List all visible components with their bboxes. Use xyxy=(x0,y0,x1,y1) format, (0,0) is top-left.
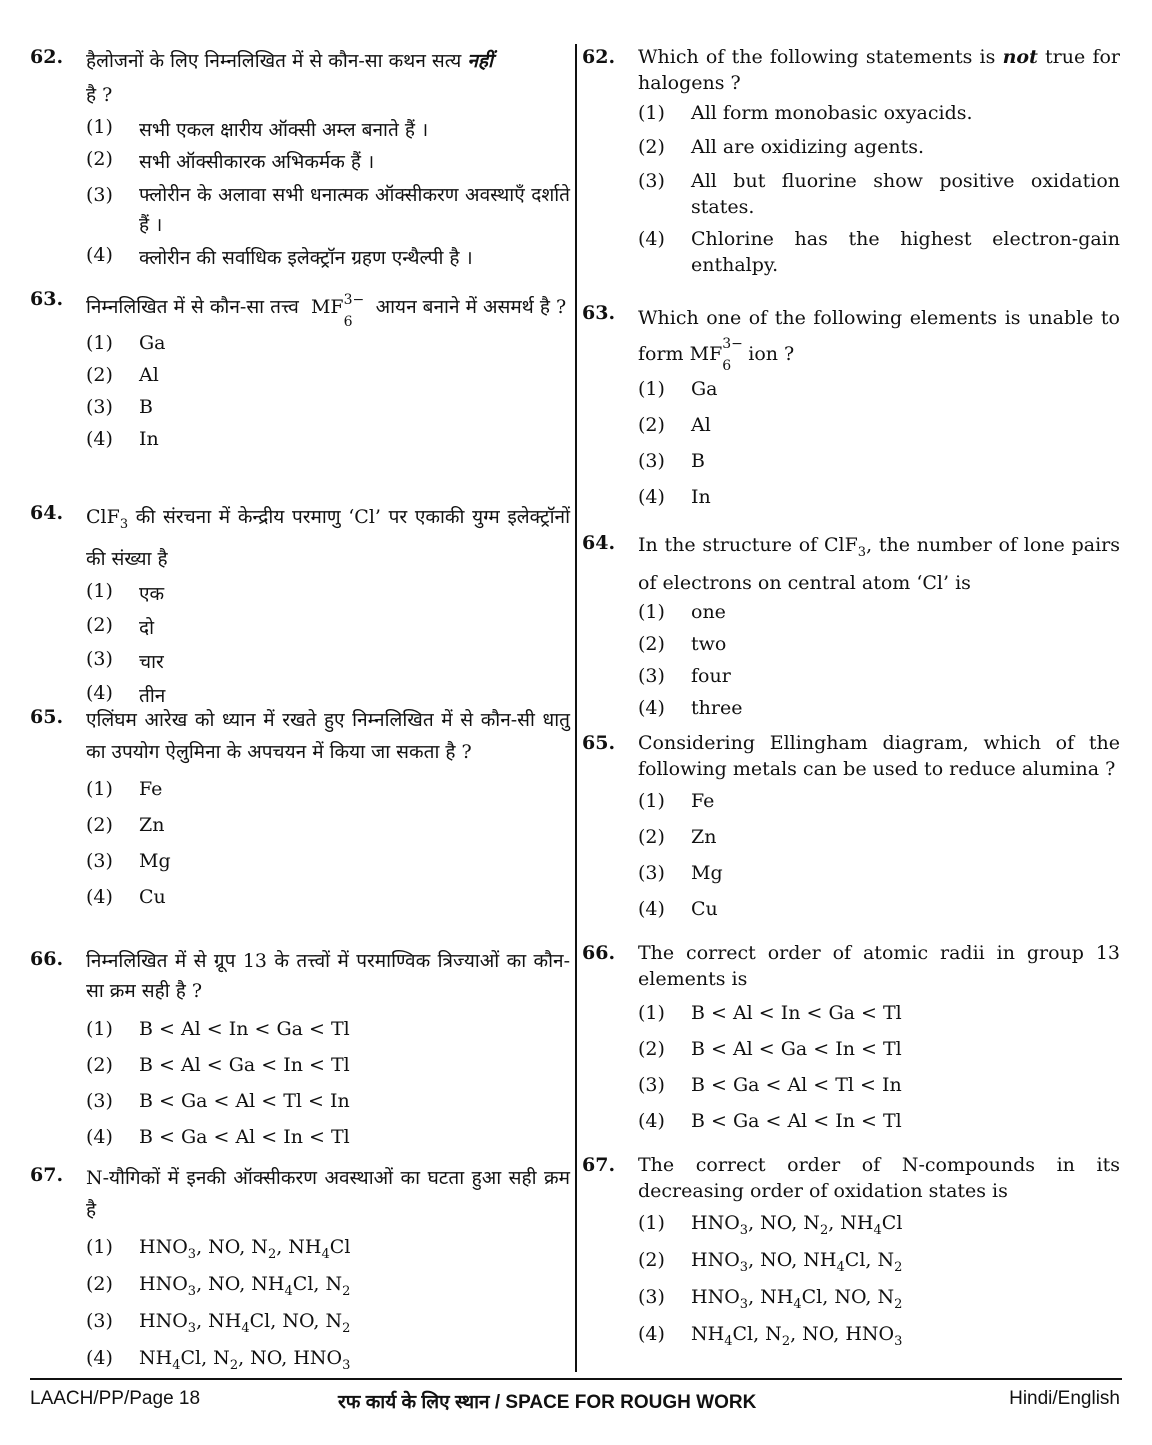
option: (4) क्लोरीन की सर्वाधिक इलेक्ट्रॉन ग्रहण एन्थैल्पी है । xyxy=(86,244,473,269)
question-number: 66. xyxy=(582,942,616,964)
option: (2) $HNO_3$, NO, $NH_4Cl$, $N_2$ xyxy=(638,1249,903,1275)
options xyxy=(638,1212,1120,1360)
question-63-english xyxy=(582,300,1120,522)
option: (1) $HNO_3$, NO, $N_2$, $NH_4Cl$ xyxy=(86,1236,351,1262)
question-text: The correct order of atomic radii in group 13 elements is xyxy=(638,942,1120,990)
question-number: 62. xyxy=(582,46,616,68)
question-number: 63. xyxy=(30,288,64,310)
option: (3) B < Ga < Al < Tl < In xyxy=(638,1074,902,1096)
option: (4) $NH_4Cl$, $N_2$, NO, $HNO_3$ xyxy=(638,1323,903,1349)
options xyxy=(86,580,570,716)
question-text: N-यौगिकों में इनकी ऑक्सीकरण अवस्थाओं का घटता हुआ सही क्रम है xyxy=(86,1167,570,1221)
question-67-hindi xyxy=(30,1162,570,1384)
option: (2) Al xyxy=(638,414,711,436)
option: (4) B < Ga < Al < In < Tl xyxy=(86,1126,350,1148)
rough-work-label: रफ कार्य के लिए स्थान / SPACE FOR ROUGH WORK xyxy=(338,1392,757,1413)
option: (2) Al xyxy=(86,364,159,386)
question-66-english xyxy=(582,940,1120,1146)
options xyxy=(638,790,1120,934)
option: (4) Cu xyxy=(638,898,718,920)
question-text: निम्नलिखित में से कौन-सा तत्त्व MF 3− 6 आयन बनाने में असमर्थ है ? xyxy=(86,292,567,330)
question-text: The correct order of N-compounds in its decreasing order of oxidation states is xyxy=(638,1154,1120,1202)
option: (1) सभी एकल क्षारीय ऑक्सी अम्ल बनाते हैं । xyxy=(86,116,429,141)
options xyxy=(638,601,1120,729)
option: (4) तीन xyxy=(86,682,166,707)
footer-rule xyxy=(30,1378,1122,1380)
question-65-english xyxy=(582,730,1120,934)
option: (2) $HNO_3$, NO, $NH_4Cl$, $N_2$ xyxy=(86,1273,351,1299)
option: (1) B < Al < In < Ga < Tl xyxy=(638,1002,902,1024)
question-text: Which of the following statements is not true for halogens ? xyxy=(638,46,1120,94)
option: (3) four xyxy=(638,665,731,687)
question-66-hindi xyxy=(30,946,570,1162)
option: (3) $HNO_3$, $NH_4Cl$, NO, $N_2$ xyxy=(638,1286,903,1312)
option: (3) All but fluorine show positive oxidation states. xyxy=(638,170,1120,218)
options xyxy=(86,1236,570,1384)
options xyxy=(86,778,570,922)
question-text: Considering Ellingham diagram, which of the following metals can be used to reduce alumina ? xyxy=(638,732,1120,780)
options xyxy=(86,116,570,276)
question-text: एलिंघम आरेख को ध्यान में रखते हुए निम्नलिखित में से कौन-सी धातु का उपयोग ऐलुमिना के अपचयन में किया जा सकता है ? xyxy=(86,709,570,763)
option: (3) $HNO_3$, $NH_4Cl$, NO, $N_2$ xyxy=(86,1310,351,1336)
question-63-hindi xyxy=(30,286,570,460)
option: (1) Fe xyxy=(638,790,715,812)
option: (4) Cu xyxy=(86,886,166,908)
options xyxy=(638,100,1120,282)
option: (2) B < Al < Ga < In < Tl xyxy=(638,1038,902,1060)
option: (1) B < Al < In < Ga < Tl xyxy=(86,1018,350,1040)
page-code: LAACH/PP/Page 18 xyxy=(30,1388,201,1409)
option: (3) Mg xyxy=(86,850,171,872)
option: (1) Ga xyxy=(638,378,718,400)
option: (3) Mg xyxy=(638,862,723,884)
question-62-english xyxy=(582,44,1120,282)
option: (1) $HNO_3$, NO, $N_2$, $NH_4Cl$ xyxy=(638,1212,903,1238)
question-number: 64. xyxy=(30,502,64,524)
language-label: Hindi/English xyxy=(1009,1388,1120,1409)
question-62-hindi xyxy=(30,44,570,276)
option: (1) All form monobasic oxyacids. xyxy=(638,102,973,124)
option: (2) B < Al < Ga < In < Tl xyxy=(86,1054,350,1076)
question-number: 65. xyxy=(582,732,616,754)
question-64-hindi xyxy=(30,500,570,716)
option: (3) फ्लोरीन के अलावा सभी धनात्मक ऑक्सीकरण अवस्थाएँ दर्शाते हैं । xyxy=(86,184,570,236)
question-number: 65. xyxy=(30,706,64,728)
option: (3) B xyxy=(86,396,153,418)
options xyxy=(86,1018,570,1162)
option: (1) Ga xyxy=(86,332,166,354)
question-text: हैलोजनों के लिए निम्नलिखित में से कौन-सा कथन सत्य नहीं है ? xyxy=(86,50,493,106)
option: (4) three xyxy=(638,697,743,719)
options xyxy=(638,378,1120,522)
option: (2) सभी ऑक्सीकारक अभिकर्मक हैं । xyxy=(86,148,375,173)
option: (2) Zn xyxy=(638,826,717,848)
option: (4) In xyxy=(86,428,159,450)
option: (2) All are oxidizing agents. xyxy=(638,136,925,158)
question-text: Which one of the following elements is unable to form MF 3− 6 ion ? xyxy=(638,307,1120,374)
question-text: निम्नलिखित में से ग्रूप 13 के तत्त्वों में परमाण्विक त्रिज्याओं का कौन-सा क्रम सही है ? xyxy=(86,950,570,1002)
option: (3) B < Ga < Al < Tl < In xyxy=(86,1090,350,1112)
options xyxy=(86,332,570,460)
question-number: 63. xyxy=(582,302,616,324)
question-64-english xyxy=(582,530,1120,729)
option: (1) one xyxy=(638,601,726,623)
option: (3) चार xyxy=(86,648,164,673)
question-number: 64. xyxy=(582,532,616,554)
option: (2) दो xyxy=(86,614,155,639)
option: (1) Fe xyxy=(86,778,163,800)
option: (4) B < Ga < Al < In < Tl xyxy=(638,1110,902,1132)
page-footer xyxy=(30,1388,1122,1418)
option: (2) Zn xyxy=(86,814,165,836)
question-text: ClF$_3$ की संरचना में केन्द्रीय परमाणु ‘Cl’ पर एकाकी युग्म इलेक्ट्रॉनों की संख्या है xyxy=(86,506,570,570)
question-65-hindi xyxy=(30,704,570,922)
question-number: 66. xyxy=(30,948,64,970)
question-number: 67. xyxy=(30,1164,64,1186)
option: (4) $NH_4Cl$, $N_2$, NO, $HNO_3$ xyxy=(86,1347,351,1373)
question-67-english xyxy=(582,1152,1120,1360)
option: (1) एक xyxy=(86,580,165,605)
option: (4) Chlorine has the highest electron-gain enthalpy. xyxy=(638,228,1120,276)
option: (2) two xyxy=(638,633,727,655)
option: (3) B xyxy=(638,450,705,472)
column-divider xyxy=(575,44,577,1372)
options xyxy=(638,1002,1120,1146)
question-text: In the structure of ClF$_3$, the number of lone pairs of electrons on central atom ‘Cl’ is xyxy=(638,534,1120,594)
question-number: 67. xyxy=(582,1154,616,1176)
question-number: 62. xyxy=(30,46,64,68)
option: (4) In xyxy=(638,486,711,508)
